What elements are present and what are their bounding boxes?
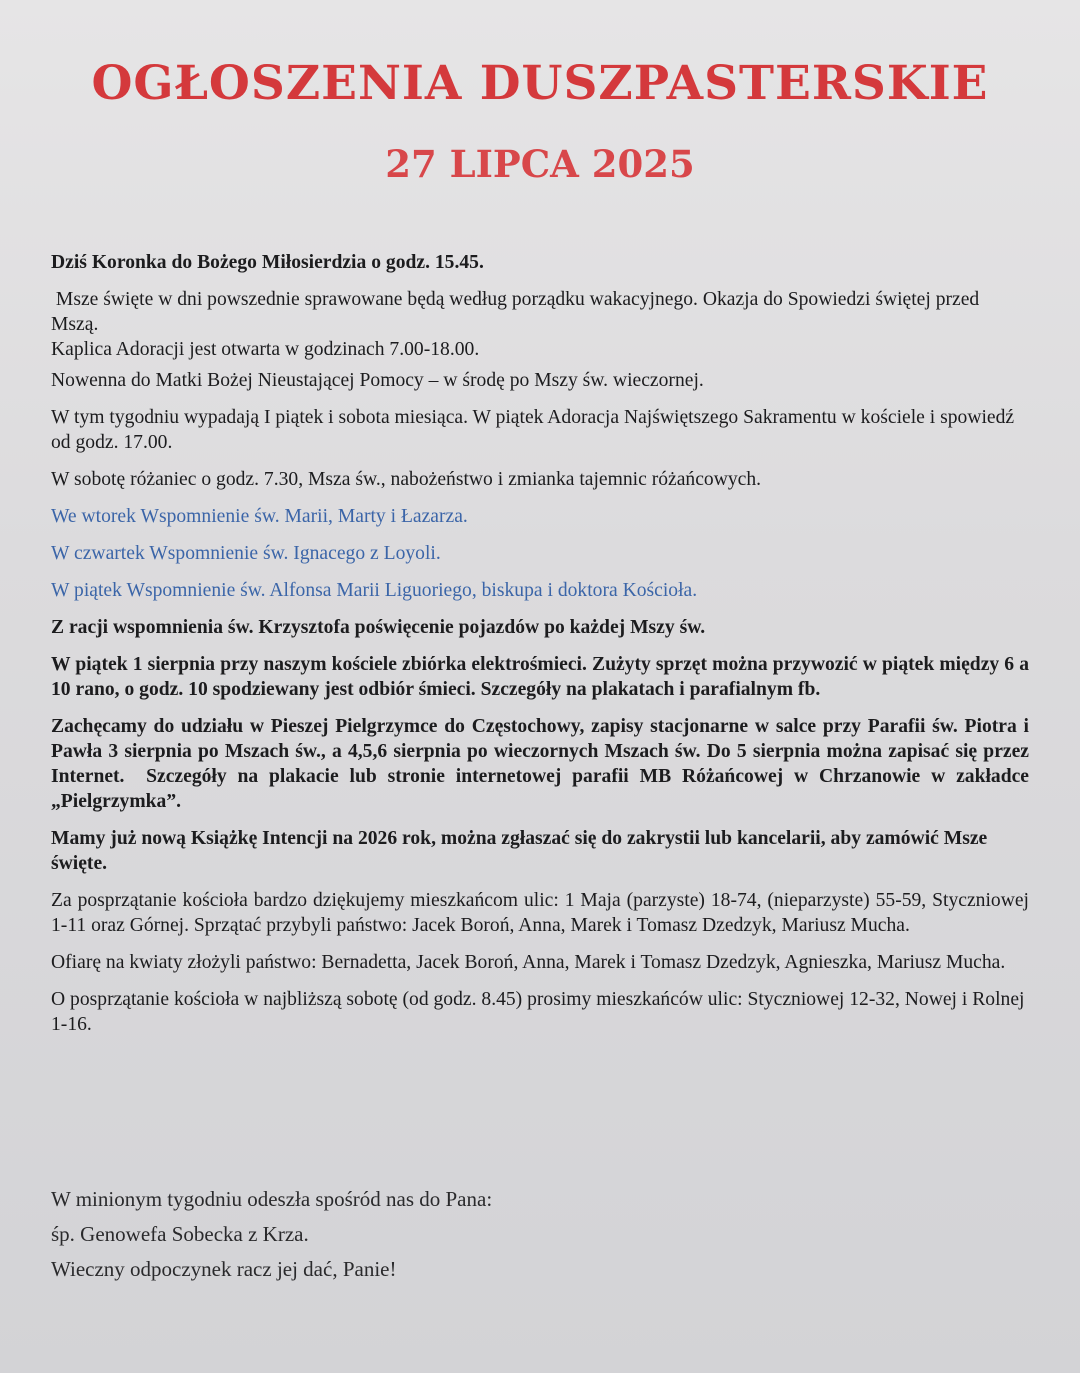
announcement-pierwszy-piatek: W tym tygodniu wypadają I piątek i sobota miesiąca. W piątek Adoracja Najświętszego Sakramentu w kościele i spowiedź od godz. 17.00. — [51, 407, 1015, 453]
obituary-section — [51, 1182, 1029, 1287]
announcement-elektrosmieci: W piątek 1 sierpnia przy naszym kościele zbiórka elektrośmieci. Zużyty sprzęt można przywozić w piątek między 6 a 10 rano, o godz. 10 spodziewany jest odbiór śmieci. Szczegóły na plakatach i parafialnym fb. — [51, 654, 1029, 700]
announcement-sobota: W sobotę różaniec o godz. 7.30, Msza św., nabożeństwo i zmianka tajemnic różańcowych. — [51, 469, 762, 490]
announcement-intencje: Mamy już nową Książkę Intencji na 2026 rok, można zgłaszać się do zakrystii lub kancelarii, aby zamówić Msze święte. — [51, 828, 988, 874]
announcement-piatek-memorial: W piątek Wspomnienie św. Alfonsa Marii Liguoriego, biskupa i doktora Kościoła. — [51, 580, 698, 601]
announcement-czwartek-memorial: W czwartek Wspomnienie św. Ignacego z Loyoli. — [51, 543, 441, 564]
announcement-kwiaty: Ofiarę na kwiaty złożyli państwo: Bernadetta, Jacek Boroń, Anna, Marek i Tomasz Dzedzyk, Agnieszka, Mariusz Mucha. — [51, 952, 1006, 973]
announcement-koronka: Dziś Koronka do Bożego Miłosierdzia o godz. 15.45. — [51, 252, 484, 273]
obituary-prayer: Wieczny odpoczynek racz jej dać, Panie! — [51, 1257, 397, 1281]
obituary-intro: W minionym tygodniu odeszła spośród nas do Pana: — [51, 1187, 493, 1211]
obituary-name: śp. Genowefa Sobecka z Krza. — [51, 1222, 309, 1246]
announcement-sprzatanie-prosba: O posprzątanie kościoła w najbliższą sobotę (od godz. 8.45) prosimy mieszkańców ulic: Styczniowej 12-32, Nowej i Rolnej 1-16. — [51, 989, 1025, 1035]
announcement-msze-line: Msze święte w dni powszednie sprawowane będą według porządku wakacyjnego. Okazja do Spowiedzi świętej przed Mszą. — [51, 289, 985, 335]
announcement-date: 27 LIPCA 2025 — [385, 142, 695, 186]
announcement-sprzatanie-podziekowanie: Za posprzątanie kościoła bardzo dziękujemy mieszkańcom ulic: 1 Maja (parzyste) 18-74, (nieparzyste) 55-59, Styczniowej 1-11 oraz Górnej. Sprzątać przybyli państwo: Jacek Boroń, Anna, Marek i Tomasz Dzedzyk, Mariusz Mucha. — [51, 890, 1029, 936]
announcement-wtorek-memorial: We wtorek Wspomnienie św. Marii, Marty i Łazarza. — [51, 506, 468, 527]
announcement-krzysztof: Z racji wspomnienia św. Krzysztofa poświęcenie pojazdów po każdej Mszy św. — [51, 617, 706, 638]
announcement-pielgrzymka: Zachęcamy do udziału w Pieszej Pielgrzymce do Częstochowy, zapisy stacjonarne w salce przy Parafii św. Piotra i Pawła 3 sierpnia po Mszach św., a 4,5,6 sierpnia po wieczornych Mszach św. Do 5 sierpnia można zapisać się przez Internet. Szczegóły na plakacie lub stronie internetowej parafii MB Różańcowej w Chrzanowie w zakładce „Pielgrzymka”. — [51, 716, 1034, 812]
page-title: OGŁOSZENIA DUSZPASTERSKIE — [91, 56, 989, 111]
announcement-nowenna: Nowenna do Matki Bożej Nieustającej Pomocy – w środę po Mszy św. wieczornej. — [51, 370, 704, 391]
announcement-kaplica-line: Kaplica Adoracji jest otwarta w godzinach 7.00-18.00. — [51, 339, 480, 360]
announcements-list — [51, 250, 1034, 1049]
announcement-msze — [51, 287, 1029, 362]
